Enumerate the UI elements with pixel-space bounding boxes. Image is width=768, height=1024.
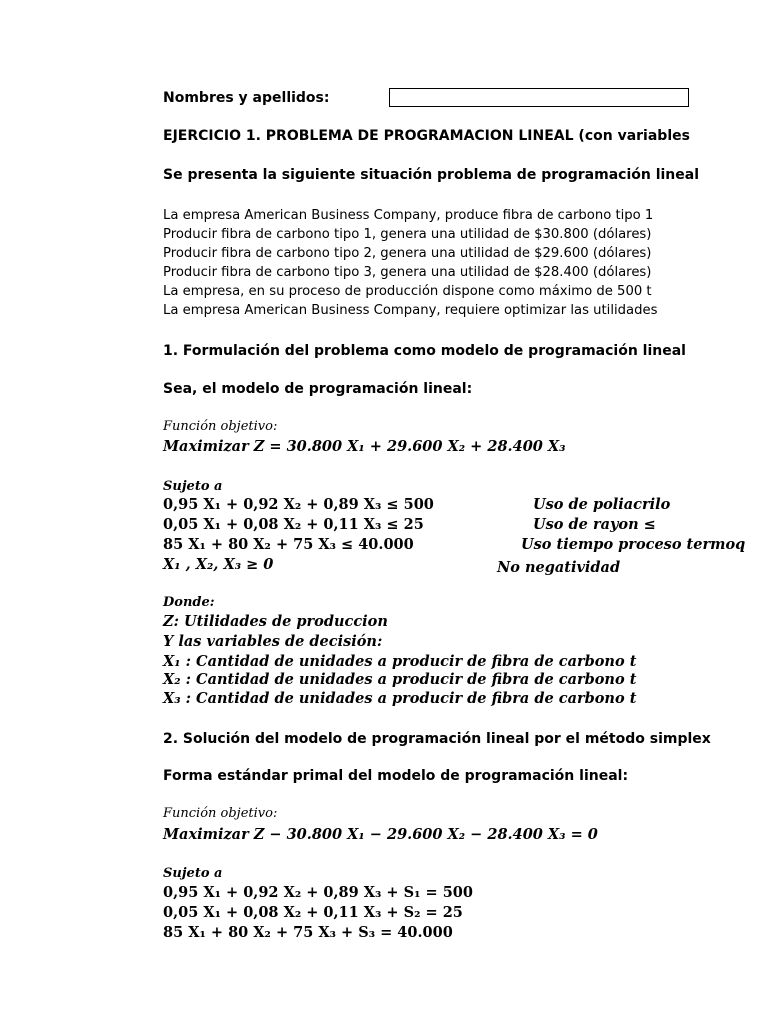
std-constraint-1: 0,95 X₁ + 0,92 X₂ + 0,89 X₃ + S₁ = 500 <box>163 884 473 901</box>
constraint-note-1: Uso de poliacrilo <box>533 496 671 513</box>
name-label: Nombres y apellidos: <box>163 90 330 106</box>
section2-title: 2. Solución del modelo de programación lineal por el método simplex <box>163 731 711 747</box>
subject-to-label: Sujeto a <box>163 479 223 494</box>
paragraph-line: Producir fibra de carbono tipo 1, genera una utilidad de $30.800 (dólares) <box>163 227 652 242</box>
constraint-2: 0,05 X₁ + 0,08 X₂ + 0,11 X₃ ≤ 25 <box>163 516 424 533</box>
paragraph-line: Producir fibra de carbono tipo 3, genera una utilidad de $28.400 (dólares) <box>163 265 652 280</box>
paragraph-line: La empresa American Business Company, produce fibra de carbono tipo 1 <box>163 208 654 223</box>
constraint-3: 85 X₁ + 80 X₂ + 75 X₃ ≤ 40.000 <box>163 536 414 553</box>
constraint-note-4: No negatividad <box>497 559 621 576</box>
constraint-note-2: Uso de rayon ≤ <box>533 516 656 533</box>
std-subject-to-label: Sujeto a <box>163 866 223 881</box>
definition-vars-intro: Y las variables de decisión: <box>163 633 383 650</box>
model-intro: Sea, el modelo de programación lineal: <box>163 381 473 397</box>
paragraph-line: La empresa American Business Company, requiere optimizar las utilidades <box>163 303 658 318</box>
exercise-title: EJERCICIO 1. PROBLEMA DE PROGRAMACION LINEAL (con variables <box>163 128 690 144</box>
intro-heading: Se presenta la siguiente situación problema de programación lineal <box>163 167 700 183</box>
definition-z: Z: Utilidades de produccion <box>163 613 388 630</box>
definition-x1: X₁ : Cantidad de unidades a producir de fibra de carbono t <box>163 653 637 670</box>
non-negativity: X₁ , X₂, X₃ ≥ 0 <box>163 556 274 573</box>
std-constraint-2: 0,05 X₁ + 0,08 X₂ + 0,11 X₃ + S₂ = 25 <box>163 904 463 921</box>
std-objective-function: Maximizar Z − 30.800 X₁ − 29.600 X₂ − 28.400 X₃ = 0 <box>163 826 598 843</box>
std-objective-label: Función objetivo: <box>163 806 278 821</box>
paragraph-line: La empresa, en su proceso de producción dispone como máximo de 500 t <box>163 284 652 299</box>
std-constraint-3: 85 X₁ + 80 X₂ + 75 X₃ + S₃ = 40.000 <box>163 924 453 941</box>
definition-x2: X₂ : Cantidad de unidades a producir de fibra de carbono t <box>163 671 637 688</box>
name-input-box[interactable] <box>389 88 689 107</box>
objective-label: Función objetivo: <box>163 419 278 434</box>
constraint-1: 0,95 X₁ + 0,92 X₂ + 0,89 X₃ ≤ 500 <box>163 496 434 513</box>
standard-form-heading: Forma estándar primal del modelo de programación lineal: <box>163 768 629 784</box>
where-label: Donde: <box>163 595 215 610</box>
objective-function: Maximizar Z = 30.800 X₁ + 29.600 X₂ + 28.400 X₃ <box>163 438 566 455</box>
section1-title: 1. Formulación del problema como modelo de programación lineal <box>163 343 686 359</box>
constraint-note-3: Uso tiempo proceso termoq <box>521 536 746 553</box>
definition-x3: X₃ : Cantidad de unidades a producir de fibra de carbono t <box>163 690 637 707</box>
paragraph-line: Producir fibra de carbono tipo 2, genera una utilidad de $29.600 (dólares) <box>163 246 652 261</box>
